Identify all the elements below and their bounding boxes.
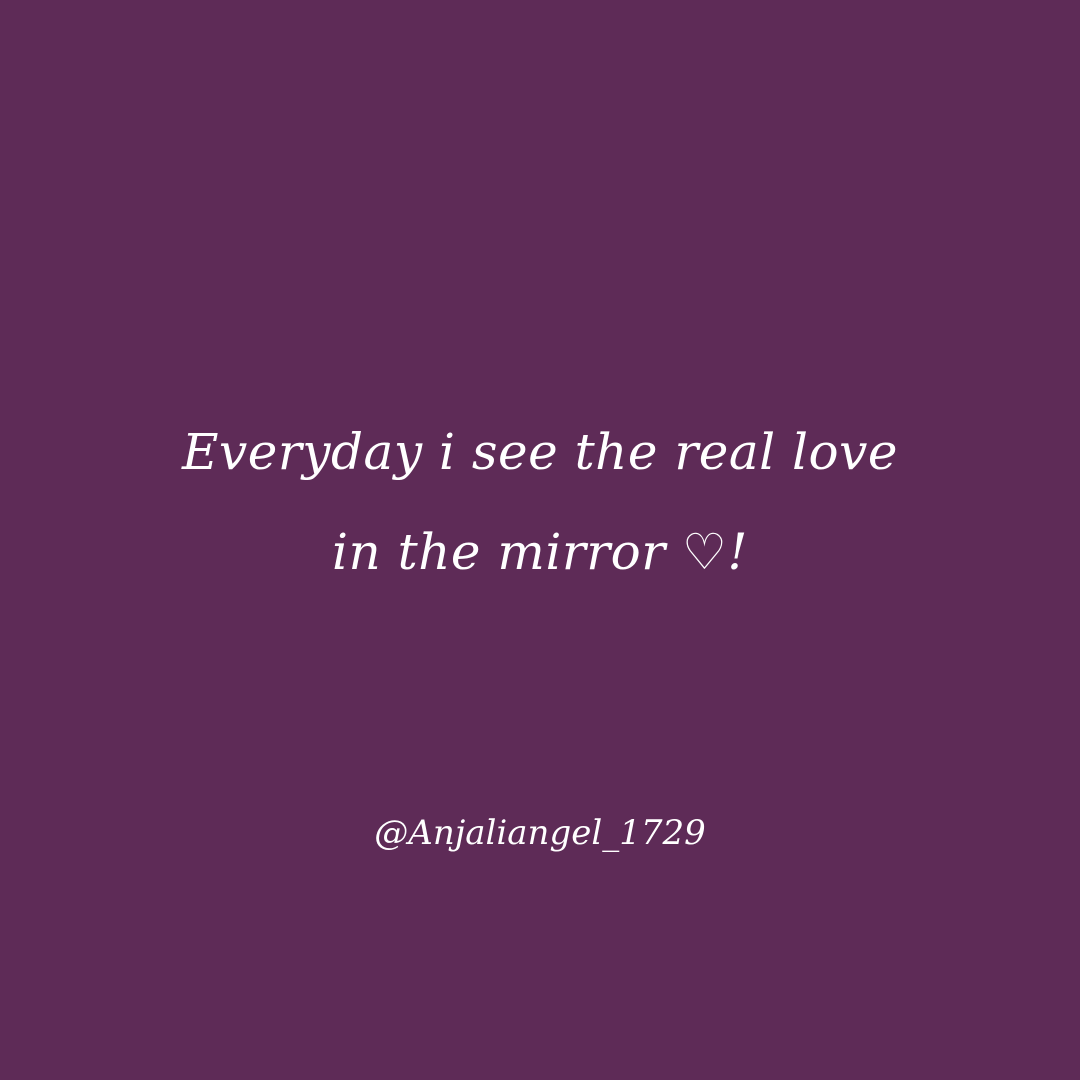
quote-line-1: Everyday i see the real love: [182, 423, 898, 481]
quote-text: [0, 402, 1080, 602]
author-handle: @Anjaliangel_1729: [374, 813, 706, 853]
quote-line-2: in the mirror ♡!: [332, 523, 748, 581]
